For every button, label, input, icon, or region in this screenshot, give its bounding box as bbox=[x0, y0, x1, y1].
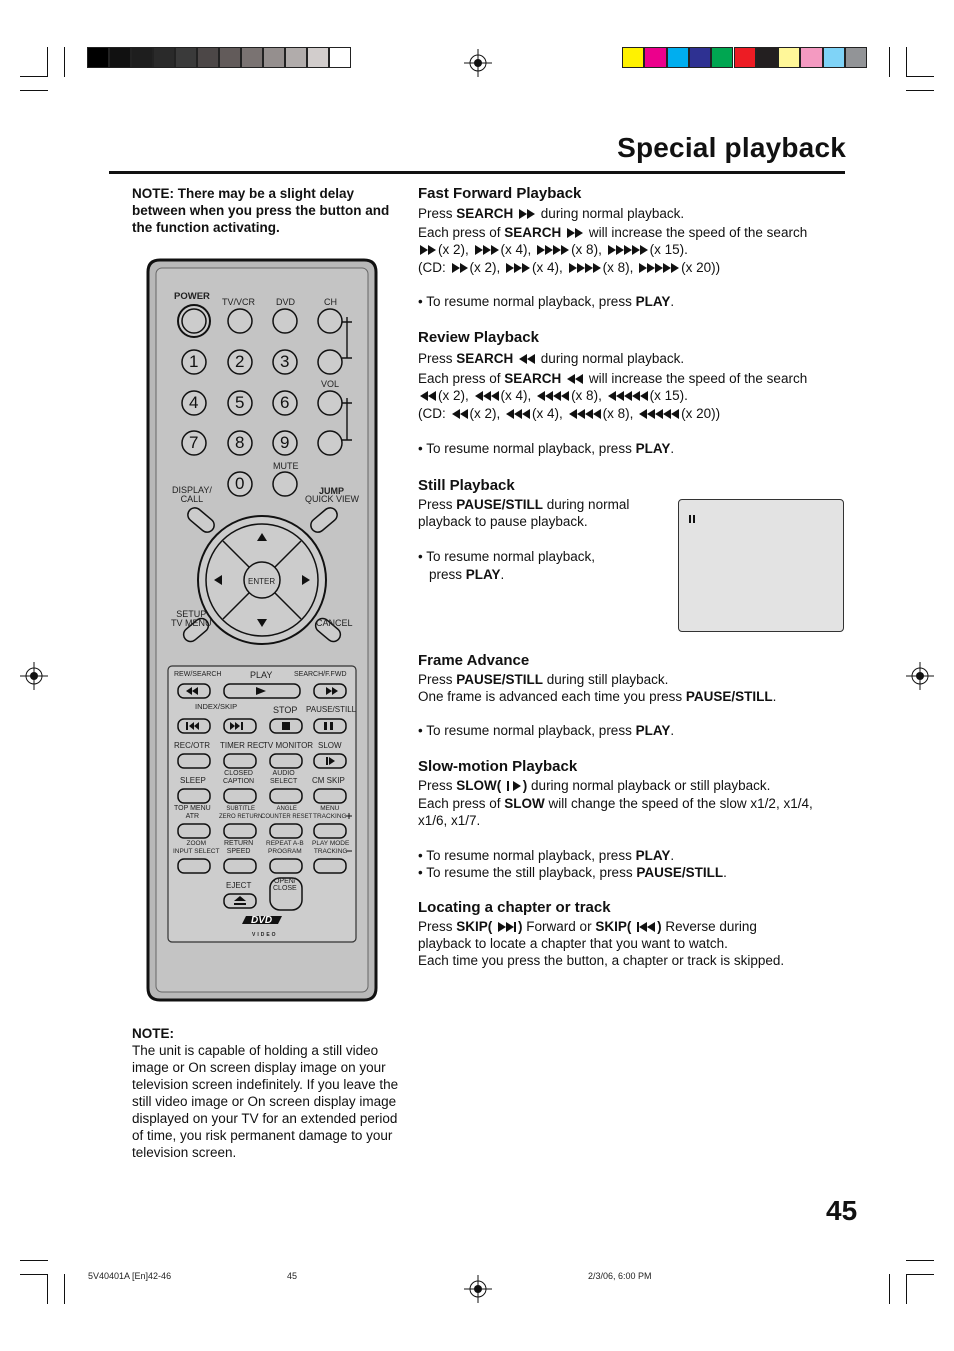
return-speed-label: RETURN SPEED bbox=[224, 840, 254, 855]
color-swatch bbox=[845, 47, 867, 68]
chapter-text: Press SKIP( ) Forward or SKIP( ) Reverse during playback to locate a chapter that you want to watch. Each time you press the button, a chapter or track is skipped. bbox=[418, 919, 785, 969]
angle-label: ANGLE COUNTER RESET bbox=[261, 806, 313, 820]
digit-3-label: 3 bbox=[280, 352, 290, 371]
note-body: The unit is capable of holding a still video image or On screen display image on your television screen indefinitely. If you leave the still video image or On screen display image displayed on your TV for an extended period of time, you risk permanent damage to your television screen. bbox=[132, 1043, 399, 1160]
tv-monitor-label: TV MONITOR bbox=[263, 741, 314, 750]
mute-label: MUTE bbox=[273, 461, 299, 471]
registration-mark-icon bbox=[463, 48, 493, 78]
note-still-image bbox=[132, 1025, 402, 1161]
dvd-label: DVD bbox=[276, 297, 296, 307]
color-swatch bbox=[667, 47, 689, 68]
closed-caption-label: CLOSED CAPTION bbox=[223, 770, 255, 785]
slow-icon bbox=[507, 777, 521, 794]
rew-icon bbox=[639, 405, 679, 422]
color-swatch bbox=[756, 47, 778, 68]
ch-label: CH bbox=[324, 297, 337, 307]
note-delay: NOTE: There may be a slight delay between when you press the button and the function activating. bbox=[132, 186, 390, 235]
eject-label: EJECT bbox=[226, 881, 252, 890]
jump-label: JUMP bbox=[319, 486, 345, 496]
rev-text: Press SEARCH during normal playback. Each press of SEARCH will increase the speed of the search (x 2), (x 4), (x 8), (x 15). (CD: (x 2), (x 4), (x 8), (x 20)) • To resume normal playback, press PLAY. bbox=[418, 351, 808, 456]
ff-x4-icon bbox=[475, 241, 499, 258]
vol-label: VOL bbox=[321, 379, 340, 389]
rev-heading: Review Playback bbox=[418, 329, 539, 346]
color-swatch bbox=[778, 47, 800, 68]
note-label: NOTE: bbox=[132, 1026, 174, 1041]
color-swatch bbox=[734, 47, 756, 68]
ff-icon bbox=[569, 259, 601, 276]
rew-icon bbox=[567, 370, 583, 387]
digit-8-label: 8 bbox=[235, 433, 245, 452]
rew-icon bbox=[420, 387, 436, 404]
skip-forward-icon bbox=[498, 918, 516, 935]
repeat-label: REPEAT A-B PROGRAM bbox=[266, 840, 304, 855]
play-mode-label: PLAY MODE TRACKING bbox=[312, 840, 350, 855]
digit-1-label: 1 bbox=[189, 352, 199, 371]
zoom-label: ZOOM INPUT SELECT bbox=[173, 840, 220, 855]
ff-icon bbox=[639, 259, 679, 276]
still-text: Press PAUSE/STILL during normal playback to pause playback. • To resume normal playback, press PLAY. bbox=[418, 497, 630, 582]
subtitle-label: SUBTITLE ZERO RETURN bbox=[219, 806, 263, 820]
enter-label: ENTER bbox=[248, 577, 276, 586]
audio-select-label: AUDIO SELECT bbox=[270, 770, 298, 785]
open-close-label: OPEN/ CLOSE bbox=[273, 878, 297, 892]
cm-skip-label: CM SKIP bbox=[312, 776, 345, 785]
gray-swatch bbox=[307, 47, 329, 68]
frame-heading: Frame Advance bbox=[418, 652, 530, 669]
ff-x2-icon bbox=[420, 241, 436, 258]
registration-mark-icon bbox=[463, 1274, 493, 1304]
chapter-heading: Locating a chapter or track bbox=[418, 899, 611, 916]
color-swatch bbox=[800, 47, 822, 68]
title-rule bbox=[109, 171, 845, 174]
rec-otr-label: REC/OTR bbox=[174, 741, 210, 750]
registration-mark-icon bbox=[905, 661, 935, 691]
color-swatch bbox=[644, 47, 666, 68]
color-swatch bbox=[689, 47, 711, 68]
rew-icon bbox=[475, 387, 499, 404]
timer-rec-label: TIMER REC bbox=[220, 741, 264, 750]
rew-label: REW/SEARCH bbox=[174, 671, 222, 678]
pause-still-label: PAUSE/STILL bbox=[306, 705, 357, 714]
gray-swatch bbox=[263, 47, 285, 68]
ff-text: Press SEARCH during normal playback. Each press of SEARCH will increase the speed of the search (x 2), (x 4), (x 8), (x 15). (CD: (x 2), (x 4), (x 8), (x 20)) • To resume normal playback, press PLAY. bbox=[418, 206, 808, 309]
display-call-label: DISPLAY/ CALL bbox=[172, 485, 212, 504]
slow-heading: Slow-motion Playback bbox=[418, 758, 578, 775]
play-label: PLAY bbox=[250, 670, 273, 680]
sleep-label: SLEEP bbox=[180, 776, 206, 785]
gray-swatch bbox=[219, 47, 241, 68]
page-number: 45 bbox=[826, 1195, 858, 1226]
top-menu-label: TOP MENU ATR bbox=[174, 805, 211, 820]
ff-icon bbox=[506, 259, 530, 276]
tvvcr-label: TV/VCR bbox=[222, 297, 256, 307]
footer-date: 2/3/06, 6:00 PM bbox=[588, 1271, 652, 1281]
still-screen-illustration bbox=[678, 499, 844, 632]
frame-text: Press PAUSE/STILL during still playback. One frame is advanced each time you press PAUSE/STILL. • To resume normal playback, press PLAY. bbox=[418, 672, 777, 739]
color-swatch bbox=[823, 47, 845, 68]
ff-heading: Fast Forward Playback bbox=[418, 185, 582, 202]
cancel-label: CANCEL bbox=[316, 618, 353, 628]
gray-swatch bbox=[241, 47, 263, 68]
ff-icon bbox=[452, 259, 468, 276]
digit-4-label: 4 bbox=[189, 393, 199, 412]
pause-icon bbox=[689, 509, 695, 527]
digit-5-label: 5 bbox=[235, 393, 245, 412]
ffwd-label: SEARCH/F.FWD bbox=[294, 671, 347, 678]
dvd-logo: DVD bbox=[251, 915, 273, 926]
ff-x15-icon bbox=[608, 241, 648, 258]
gray-swatch bbox=[87, 47, 109, 68]
quick-view-label: QUICK VIEW bbox=[305, 494, 360, 504]
page-title: Special playback bbox=[617, 132, 846, 163]
menu-tracking-label: MENU TRACKING bbox=[313, 805, 347, 820]
ff-x8-icon bbox=[537, 241, 569, 258]
gray-swatch bbox=[175, 47, 197, 68]
skip-reverse-icon bbox=[637, 918, 655, 935]
video-logo: VIDEO bbox=[252, 932, 278, 938]
slow-label: SLOW bbox=[318, 741, 342, 750]
gray-swatch bbox=[285, 47, 307, 68]
remote-body-icon bbox=[146, 258, 378, 1002]
rew-icon bbox=[519, 350, 535, 367]
digit-9-label: 9 bbox=[280, 433, 290, 452]
color-swatch bbox=[711, 47, 733, 68]
rew-icon bbox=[452, 405, 468, 422]
rew-icon bbox=[537, 387, 569, 404]
digit-0-label: 0 bbox=[235, 474, 245, 493]
stop-label: STOP bbox=[273, 705, 298, 715]
gray-swatch bbox=[197, 47, 219, 68]
ff-icon bbox=[567, 224, 583, 241]
rew-icon bbox=[569, 405, 601, 422]
digit-2-label: 2 bbox=[235, 352, 245, 371]
setup-label: SETUP TV MENU bbox=[171, 609, 212, 628]
digit-7-label: 7 bbox=[189, 433, 199, 452]
gray-swatch bbox=[153, 47, 175, 68]
gray-swatch bbox=[329, 47, 351, 68]
color-swatch bbox=[622, 47, 644, 68]
footer-page: 45 bbox=[287, 1271, 298, 1281]
gray-swatch bbox=[109, 47, 131, 68]
rew-icon bbox=[506, 405, 530, 422]
rew-icon bbox=[608, 387, 648, 404]
index-skip-label: INDEX/SKIP bbox=[195, 702, 238, 711]
footer-code: 5V40401A [En]42-46 bbox=[88, 1271, 172, 1281]
power-label: POWER bbox=[174, 291, 210, 302]
slow-text: Press SLOW( ) during normal playback or still playback. Each press of SLOW will change the speed of the slow x1/2, x1/4, x1/6, x1/7. • To resume normal playback, press PLAY. • To resume the still playback, press PAUSE/STILL. bbox=[418, 778, 813, 880]
still-heading: Still Playback bbox=[418, 477, 515, 494]
gray-swatch bbox=[131, 47, 153, 68]
registration-mark-icon bbox=[19, 661, 49, 691]
digit-6-label: 6 bbox=[280, 393, 290, 412]
ff-icon bbox=[519, 205, 535, 222]
